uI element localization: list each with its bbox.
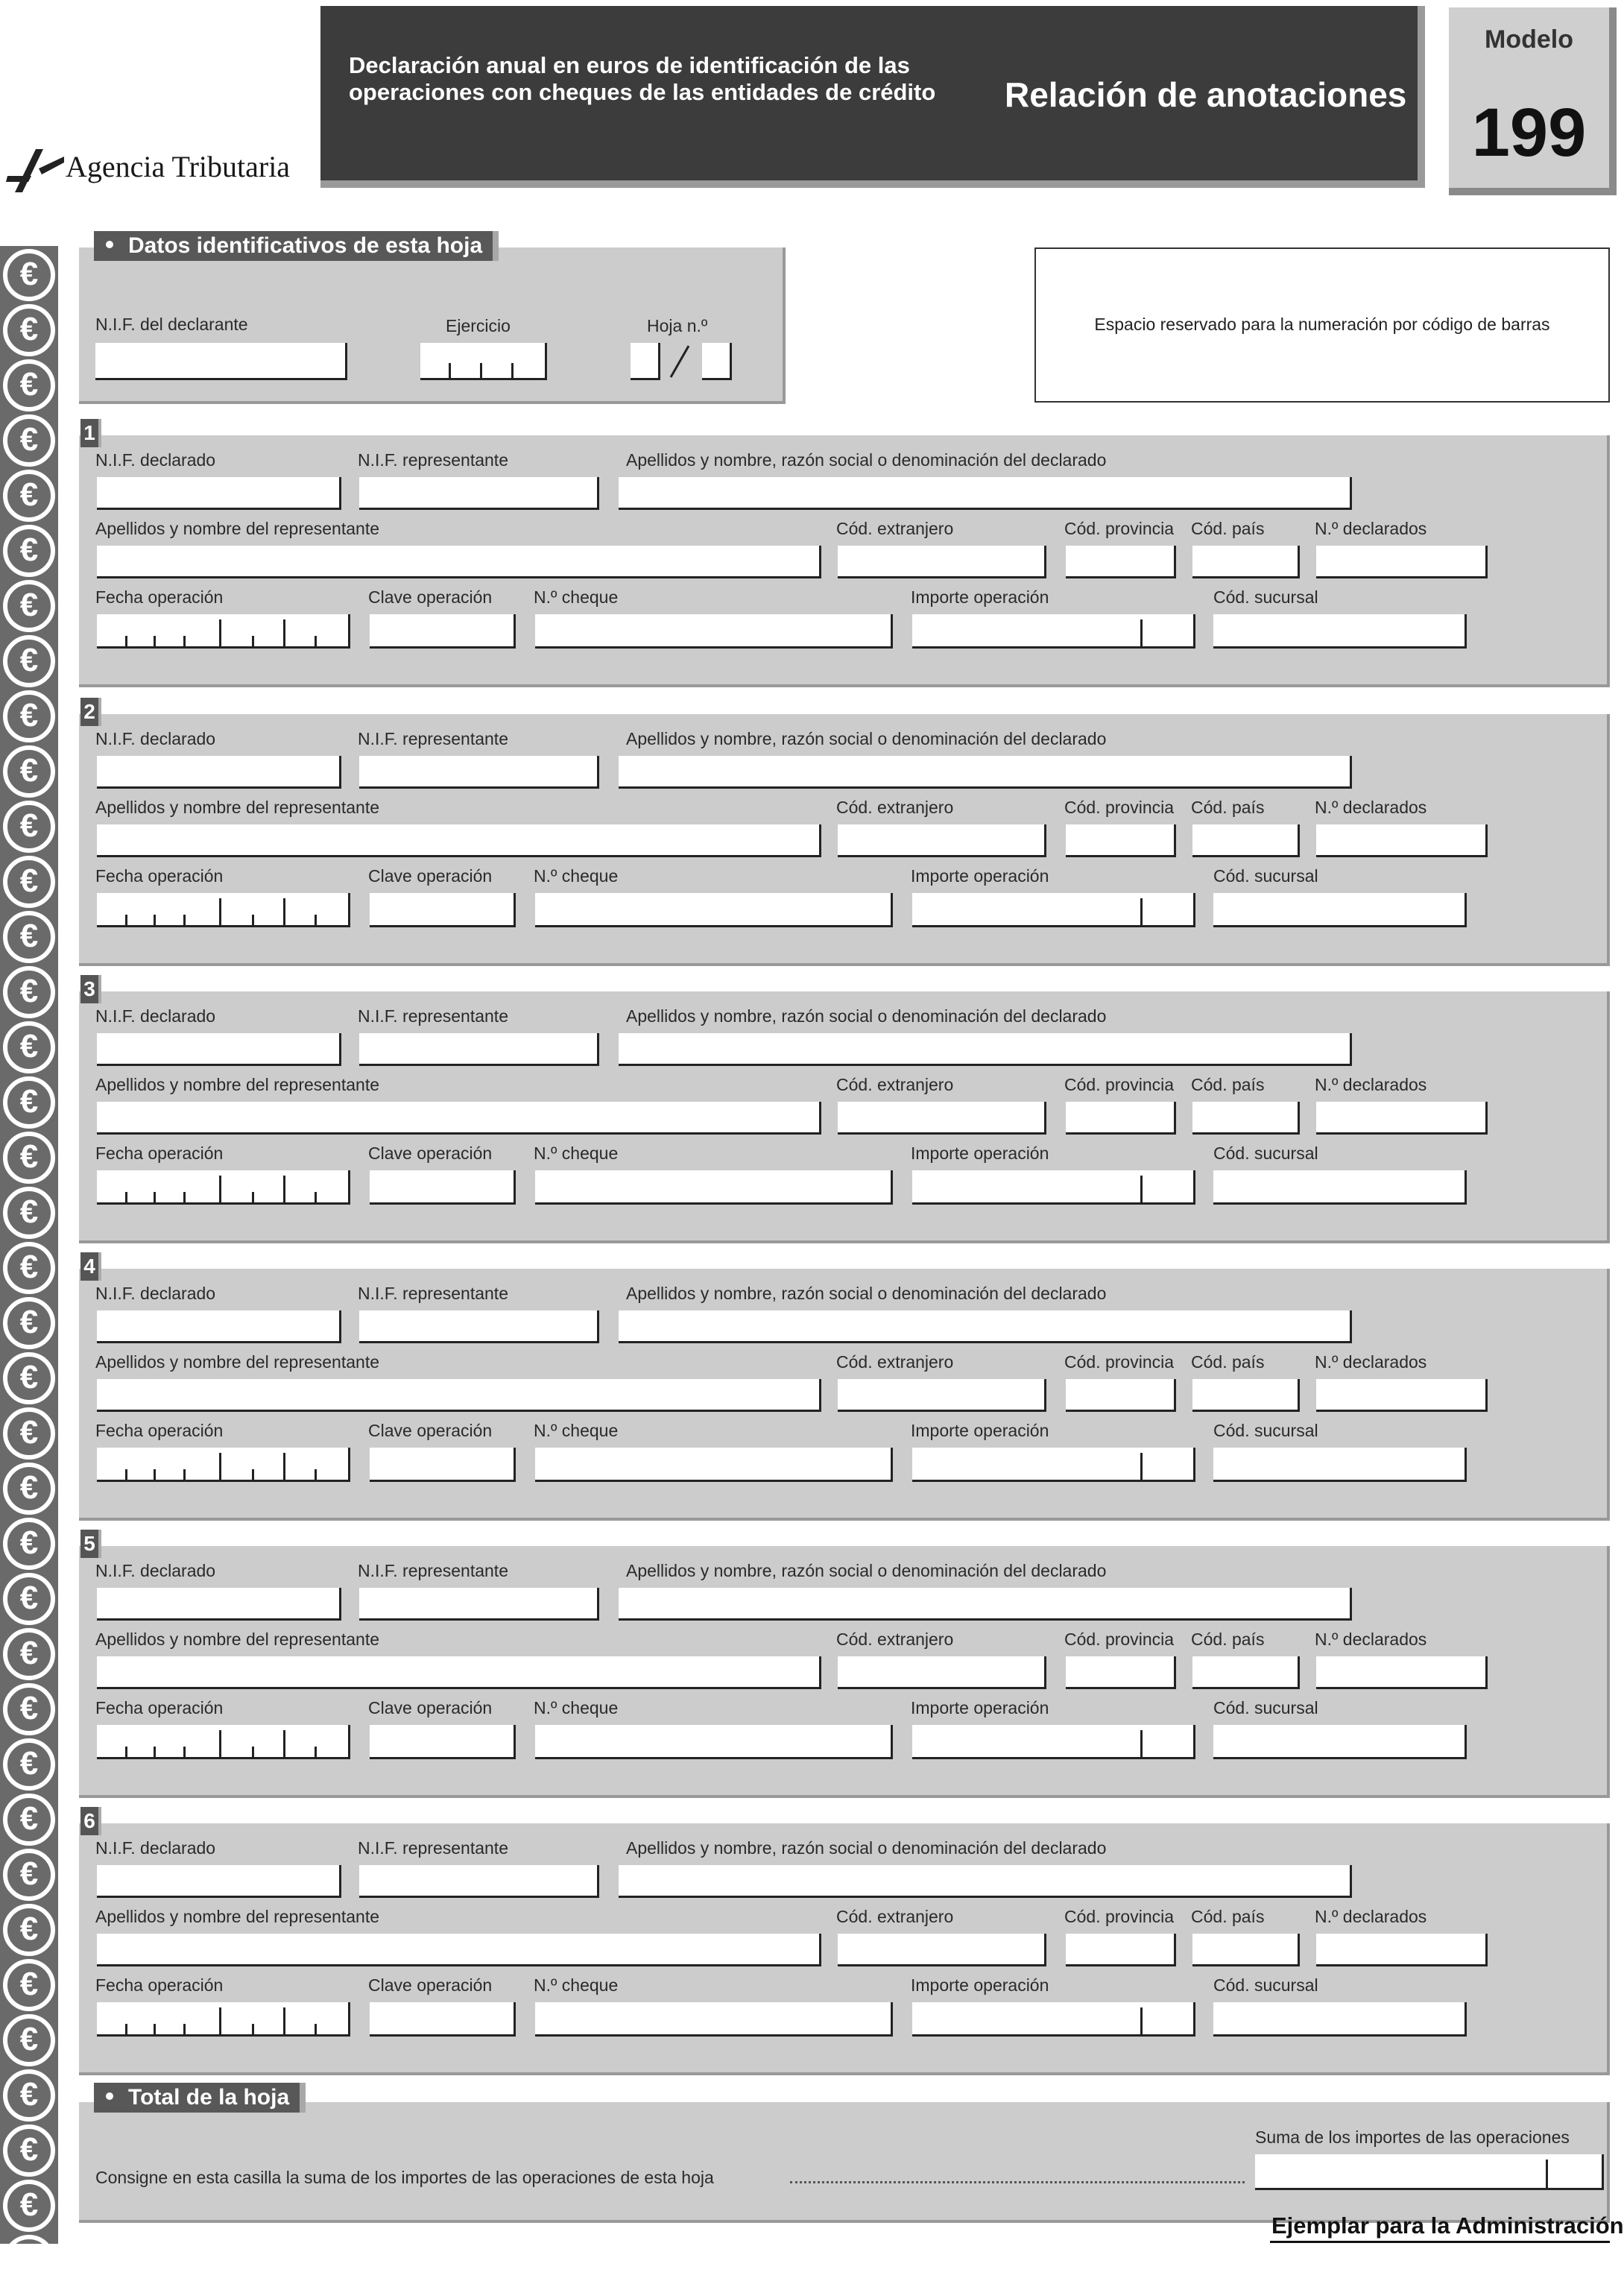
euro-symbol-icon: € bbox=[3, 1407, 55, 1460]
cod-sucursal-label: Cód. sucursal bbox=[1213, 1698, 1318, 1717]
form-title: Relación de anotaciones bbox=[1005, 75, 1407, 114]
cod-extranjero-field[interactable] bbox=[838, 1656, 1046, 1689]
nif-declarante-field[interactable] bbox=[95, 343, 347, 380]
apellidos-representante-field[interactable] bbox=[97, 824, 821, 857]
cod-sucursal-label: Cód. sucursal bbox=[1213, 1421, 1318, 1440]
clave-operacion-label: Clave operación bbox=[368, 1144, 493, 1163]
nif-declarado-label: N.I.F. declarado bbox=[95, 1561, 216, 1580]
euro-symbol-icon: € bbox=[3, 1683, 55, 1735]
record-number: 4 bbox=[80, 1252, 101, 1281]
cod-pais-field[interactable] bbox=[1192, 1934, 1300, 1966]
cod-extranjero-label: Cód. extranjero bbox=[836, 1907, 954, 1926]
cod-pais-field[interactable] bbox=[1192, 1102, 1300, 1135]
n-cheque-label: N.º cheque bbox=[534, 1698, 619, 1717]
euro-symbol-icon: € bbox=[3, 1628, 55, 1680]
modelo-number: 199 bbox=[1471, 95, 1587, 171]
record-number: 1 bbox=[80, 419, 101, 447]
euro-symbol-icon: € bbox=[3, 1187, 55, 1239]
importe-operacion-field[interactable] bbox=[912, 893, 1195, 927]
cod-pais-label: Cód. país bbox=[1191, 1075, 1265, 1094]
n-cheque-field[interactable] bbox=[535, 2002, 893, 2037]
cod-extranjero-label: Cód. extranjero bbox=[836, 1630, 954, 1649]
datos-heading: Datos identificativos de esta hoja bbox=[94, 231, 499, 261]
euro-symbol-icon: € bbox=[3, 249, 55, 301]
apellidos-declarado-label: Apellidos y nombre, razón social o denominación del declarado bbox=[626, 1561, 1107, 1580]
n-cheque-field[interactable] bbox=[535, 614, 893, 649]
fecha-operacion-field[interactable] bbox=[97, 1170, 350, 1205]
nif-declarado-label: N.I.F. declarado bbox=[95, 1284, 216, 1303]
cod-pais-label: Cód. país bbox=[1191, 1630, 1265, 1649]
euro-symbol-icon: € bbox=[3, 2235, 55, 2287]
clave-operacion-label: Clave operación bbox=[368, 1975, 493, 1995]
euro-symbol-icon: € bbox=[3, 470, 55, 522]
fecha-operacion-label: Fecha operación bbox=[95, 1975, 224, 1995]
cod-sucursal-label: Cód. sucursal bbox=[1213, 866, 1318, 886]
fecha-operacion-field[interactable] bbox=[97, 1448, 350, 1482]
cod-provincia-field[interactable] bbox=[1066, 1102, 1176, 1135]
n-declarados-label: N.º declarados bbox=[1315, 1352, 1427, 1372]
euro-symbol-icon: € bbox=[3, 1297, 55, 1349]
nif-representante-field[interactable] bbox=[359, 477, 599, 510]
euro-symbol-icon: € bbox=[3, 1242, 55, 1294]
apellidos-representante-field[interactable] bbox=[97, 546, 821, 578]
cod-extranjero-field[interactable] bbox=[838, 1102, 1046, 1135]
cod-provincia-field[interactable] bbox=[1066, 546, 1176, 578]
importe-operacion-label: Importe operación bbox=[911, 866, 1049, 886]
cod-pais-label: Cód. país bbox=[1191, 1907, 1265, 1926]
euro-symbol-icon: € bbox=[3, 1959, 55, 2011]
importe-operacion-label: Importe operación bbox=[911, 1975, 1049, 1995]
euro-symbol-icon: € bbox=[3, 1132, 55, 1184]
cod-pais-field[interactable] bbox=[1192, 1379, 1300, 1412]
apellidos-declarado-field[interactable] bbox=[619, 1033, 1352, 1066]
clave-operacion-field[interactable] bbox=[370, 1170, 516, 1205]
cod-provincia-label: Cód. provincia bbox=[1064, 1352, 1175, 1372]
importe-operacion-field[interactable] bbox=[912, 1725, 1195, 1759]
agencia-tributaria-logo-icon bbox=[6, 146, 66, 195]
apellidos-representante-label: Apellidos y nombre del representante bbox=[95, 1352, 380, 1372]
n-declarados-label: N.º declarados bbox=[1315, 798, 1427, 817]
cod-pais-field[interactable] bbox=[1192, 1656, 1300, 1689]
n-cheque-field[interactable] bbox=[535, 1170, 893, 1205]
cod-provincia-label: Cód. provincia bbox=[1064, 519, 1175, 538]
nif-declarado-field[interactable] bbox=[97, 1588, 341, 1621]
apellidos-representante-field[interactable] bbox=[97, 1102, 821, 1135]
suma-importes-field[interactable] bbox=[1255, 2154, 1604, 2190]
total-leader-dots bbox=[790, 2181, 1245, 2183]
cod-pais-label: Cód. país bbox=[1191, 1352, 1265, 1372]
nif-declarante-label: N.I.F. del declarante bbox=[95, 315, 248, 334]
cod-extranjero-label: Cód. extranjero bbox=[836, 1352, 954, 1372]
apellidos-declarado-label: Apellidos y nombre, razón social o denominación del declarado bbox=[626, 729, 1107, 748]
form-description: Declaración anual en euros de identificación de las operaciones con cheques de las entidades de crédito bbox=[349, 52, 936, 105]
euro-symbol-icon: € bbox=[3, 304, 55, 356]
apellidos-declarado-field[interactable] bbox=[619, 477, 1352, 510]
cod-sucursal-label: Cód. sucursal bbox=[1213, 1975, 1318, 1995]
nif-declarado-label: N.I.F. declarado bbox=[95, 1006, 216, 1026]
cod-sucursal-label: Cód. sucursal bbox=[1213, 1144, 1318, 1163]
importe-operacion-field[interactable] bbox=[912, 2002, 1195, 2037]
cod-provincia-field[interactable] bbox=[1066, 1656, 1176, 1689]
euro-symbol-icon: € bbox=[3, 580, 55, 632]
apellidos-representante-field[interactable] bbox=[97, 1379, 821, 1412]
euro-symbol-strip bbox=[0, 246, 58, 2278]
euro-symbol-icon: € bbox=[3, 1463, 55, 1515]
clave-operacion-field[interactable] bbox=[370, 2002, 516, 2037]
clave-operacion-field[interactable] bbox=[370, 1725, 516, 1759]
clave-operacion-field[interactable] bbox=[370, 893, 516, 927]
nif-representante-field[interactable] bbox=[359, 1588, 599, 1621]
nif-declarado-label: N.I.F. declarado bbox=[95, 450, 216, 470]
nif-declarado-field[interactable] bbox=[97, 1865, 341, 1898]
euro-symbol-icon: € bbox=[3, 2069, 55, 2122]
nif-representante-field[interactable] bbox=[359, 756, 599, 789]
cod-provincia-label: Cód. provincia bbox=[1064, 1075, 1175, 1094]
euro-symbol-icon: € bbox=[3, 911, 55, 963]
nif-representante-field[interactable] bbox=[359, 1310, 599, 1343]
cod-sucursal-field[interactable] bbox=[1213, 1725, 1467, 1759]
importe-operacion-field[interactable] bbox=[912, 1170, 1195, 1205]
cod-extranjero-field[interactable] bbox=[838, 1379, 1046, 1412]
clave-operacion-label: Clave operación bbox=[368, 866, 493, 886]
fecha-operacion-label: Fecha operación bbox=[95, 1698, 224, 1717]
cod-provincia-field[interactable] bbox=[1066, 824, 1176, 857]
n-declarados-field[interactable] bbox=[1316, 824, 1488, 857]
apellidos-representante-label: Apellidos y nombre del representante bbox=[95, 1075, 380, 1094]
nif-declarado-label: N.I.F. declarado bbox=[95, 729, 216, 748]
n-declarados-field[interactable] bbox=[1316, 1379, 1488, 1412]
euro-symbol-icon: € bbox=[3, 1573, 55, 1625]
cod-sucursal-field[interactable] bbox=[1213, 1170, 1467, 1205]
clave-operacion-label: Clave operación bbox=[368, 587, 493, 607]
n-declarados-field[interactable] bbox=[1316, 1656, 1488, 1689]
n-declarados-label: N.º declarados bbox=[1315, 519, 1427, 538]
nif-representante-label: N.I.F. representante bbox=[358, 1561, 508, 1580]
apellidos-representante-label: Apellidos y nombre del representante bbox=[95, 798, 380, 817]
n-cheque-label: N.º cheque bbox=[534, 1144, 619, 1163]
modelo-label: Modelo bbox=[1485, 25, 1573, 54]
nif-representante-label: N.I.F. representante bbox=[358, 1284, 508, 1303]
cod-provincia-label: Cód. provincia bbox=[1064, 1907, 1175, 1926]
apellidos-representante-field[interactable] bbox=[97, 1934, 821, 1966]
apellidos-representante-label: Apellidos y nombre del representante bbox=[95, 1630, 380, 1649]
importe-operacion-label: Importe operación bbox=[911, 1698, 1049, 1717]
record-number: 2 bbox=[80, 698, 101, 726]
cod-provincia-label: Cód. provincia bbox=[1064, 1630, 1175, 1649]
euro-symbol-icon: € bbox=[3, 2180, 55, 2232]
n-cheque-field[interactable] bbox=[535, 1725, 893, 1759]
euro-symbol-icon: € bbox=[3, 635, 55, 687]
euro-symbol-icon: € bbox=[3, 1518, 55, 1570]
importe-operacion-label: Importe operación bbox=[911, 1421, 1049, 1440]
euro-symbol-icon: € bbox=[3, 1849, 55, 1901]
nif-representante-label: N.I.F. representante bbox=[358, 450, 508, 470]
euro-symbol-icon: € bbox=[3, 745, 55, 798]
cod-extranjero-field[interactable] bbox=[838, 824, 1046, 857]
cod-extranjero-field[interactable] bbox=[838, 1934, 1046, 1966]
euro-symbol-icon: € bbox=[3, 359, 55, 411]
ejemplar-underline bbox=[1270, 2241, 1610, 2243]
n-declarados-field[interactable] bbox=[1316, 1102, 1488, 1135]
n-declarados-label: N.º declarados bbox=[1315, 1907, 1427, 1926]
cod-sucursal-field[interactable] bbox=[1213, 893, 1467, 927]
cod-extranjero-label: Cód. extranjero bbox=[836, 798, 954, 817]
nif-declarado-field[interactable] bbox=[97, 477, 341, 510]
importe-operacion-field[interactable] bbox=[912, 614, 1195, 649]
nif-representante-field[interactable] bbox=[359, 1865, 599, 1898]
euro-symbol-icon: € bbox=[3, 2014, 55, 2066]
euro-symbol-icon: € bbox=[3, 1794, 55, 1846]
cod-sucursal-label: Cód. sucursal bbox=[1213, 587, 1318, 607]
barcode-reserved-space: Espacio reservado para la numeración por código de barras bbox=[1034, 247, 1610, 403]
nif-declarado-field[interactable] bbox=[97, 1033, 341, 1066]
record-number: 3 bbox=[80, 975, 101, 1003]
euro-symbol-icon: € bbox=[3, 966, 55, 1018]
apellidos-declarado-label: Apellidos y nombre, razón social o denominación del declarado bbox=[626, 1284, 1107, 1303]
nif-declarado-label: N.I.F. declarado bbox=[95, 1838, 216, 1858]
ejercicio-field[interactable] bbox=[420, 343, 547, 380]
cod-sucursal-field[interactable] bbox=[1213, 2002, 1467, 2037]
fecha-operacion-field[interactable] bbox=[97, 2002, 350, 2037]
cod-pais-field[interactable] bbox=[1192, 824, 1300, 857]
cod-pais-label: Cód. país bbox=[1191, 519, 1265, 538]
euro-symbol-icon: € bbox=[3, 1738, 55, 1791]
suma-importes-label: Suma de los importes de las operaciones bbox=[1255, 2127, 1570, 2147]
fecha-operacion-label: Fecha operación bbox=[95, 587, 224, 607]
ejemplar-label: Ejemplar para la Administración bbox=[1271, 2212, 1624, 2239]
nif-representante-field[interactable] bbox=[359, 1033, 599, 1066]
fecha-operacion-label: Fecha operación bbox=[95, 1421, 224, 1440]
cod-provincia-field[interactable] bbox=[1066, 1379, 1176, 1412]
cod-sucursal-field[interactable] bbox=[1213, 614, 1467, 649]
hoja-total-field[interactable] bbox=[702, 343, 732, 380]
n-cheque-label: N.º cheque bbox=[534, 1975, 619, 1995]
apellidos-declarado-label: Apellidos y nombre, razón social o denominación del declarado bbox=[626, 450, 1107, 470]
nif-declarado-field[interactable] bbox=[97, 756, 341, 789]
n-declarados-label: N.º declarados bbox=[1315, 1075, 1427, 1094]
n-cheque-label: N.º cheque bbox=[534, 587, 619, 607]
cod-provincia-label: Cód. provincia bbox=[1064, 798, 1175, 817]
clave-operacion-field[interactable] bbox=[370, 1448, 516, 1482]
n-declarados-field[interactable] bbox=[1316, 546, 1488, 578]
clave-operacion-field[interactable] bbox=[370, 614, 516, 649]
nif-representante-label: N.I.F. representante bbox=[358, 1006, 508, 1026]
fecha-operacion-field[interactable] bbox=[97, 614, 350, 649]
euro-symbol-icon: € bbox=[3, 1021, 55, 1073]
euro-symbol-icon: € bbox=[3, 801, 55, 853]
hoja-slash-icon bbox=[663, 344, 696, 379]
importe-operacion-label: Importe operación bbox=[911, 1144, 1049, 1163]
nif-representante-label: N.I.F. representante bbox=[358, 1838, 508, 1858]
nif-declarado-field[interactable] bbox=[97, 1310, 341, 1343]
apellidos-representante-label: Apellidos y nombre del representante bbox=[95, 1907, 380, 1926]
total-instruction: Consigne en esta casilla la suma de los importes de las operaciones de esta hoja bbox=[95, 2168, 714, 2187]
hoja-number-field[interactable] bbox=[631, 343, 660, 380]
euro-symbol-icon: € bbox=[3, 525, 55, 577]
euro-symbol-icon: € bbox=[3, 1076, 55, 1129]
n-declarados-label: N.º declarados bbox=[1315, 1630, 1427, 1649]
apellidos-declarado-field[interactable] bbox=[619, 756, 1352, 789]
euro-symbol-icon: € bbox=[3, 1904, 55, 1956]
euro-symbol-icon: € bbox=[3, 1352, 55, 1404]
apellidos-declarado-label: Apellidos y nombre, razón social o denominación del declarado bbox=[626, 1006, 1107, 1026]
cod-pais-label: Cód. país bbox=[1191, 798, 1265, 817]
cod-provincia-field[interactable] bbox=[1066, 1934, 1176, 1966]
nif-representante-label: N.I.F. representante bbox=[358, 729, 508, 748]
apellidos-representante-label: Apellidos y nombre del representante bbox=[95, 519, 380, 538]
importe-operacion-field[interactable] bbox=[912, 1448, 1195, 1482]
cod-extranjero-label: Cód. extranjero bbox=[836, 1075, 954, 1094]
n-cheque-field[interactable] bbox=[535, 893, 893, 927]
euro-symbol-icon: € bbox=[3, 690, 55, 742]
euro-symbol-icon: € bbox=[3, 2124, 55, 2177]
clave-operacion-label: Clave operación bbox=[368, 1698, 493, 1717]
agency-name: Agencia Tributaria bbox=[66, 150, 291, 183]
fecha-operacion-field[interactable] bbox=[97, 893, 350, 927]
n-cheque-field[interactable] bbox=[535, 1448, 893, 1482]
cod-sucursal-field[interactable] bbox=[1213, 1448, 1467, 1482]
apellidos-declarado-field[interactable] bbox=[619, 1310, 1352, 1343]
apellidos-declarado-field[interactable] bbox=[619, 1588, 1352, 1621]
apellidos-declarado-field[interactable] bbox=[619, 1865, 1352, 1898]
cod-extranjero-field[interactable] bbox=[838, 546, 1046, 578]
apellidos-representante-field[interactable] bbox=[97, 1656, 821, 1689]
fecha-operacion-label: Fecha operación bbox=[95, 866, 224, 886]
cod-extranjero-label: Cód. extranjero bbox=[836, 519, 954, 538]
n-declarados-field[interactable] bbox=[1316, 1934, 1488, 1966]
hoja-label: Hoja n.º bbox=[647, 316, 708, 335]
cod-pais-field[interactable] bbox=[1192, 546, 1300, 578]
n-cheque-label: N.º cheque bbox=[534, 1421, 619, 1440]
euro-symbol-icon: € bbox=[3, 414, 55, 467]
fecha-operacion-field[interactable] bbox=[97, 1725, 350, 1759]
importe-operacion-label: Importe operación bbox=[911, 587, 1049, 607]
n-cheque-label: N.º cheque bbox=[534, 866, 619, 886]
record-number: 5 bbox=[80, 1530, 101, 1558]
total-heading: Total de la hoja bbox=[94, 2083, 306, 2113]
fecha-operacion-label: Fecha operación bbox=[95, 1144, 224, 1163]
record-number: 6 bbox=[80, 1807, 101, 1835]
euro-symbol-icon: € bbox=[3, 856, 55, 908]
apellidos-declarado-label: Apellidos y nombre, razón social o denominación del declarado bbox=[626, 1838, 1107, 1858]
ejercicio-label: Ejercicio bbox=[446, 316, 511, 335]
clave-operacion-label: Clave operación bbox=[368, 1421, 493, 1440]
